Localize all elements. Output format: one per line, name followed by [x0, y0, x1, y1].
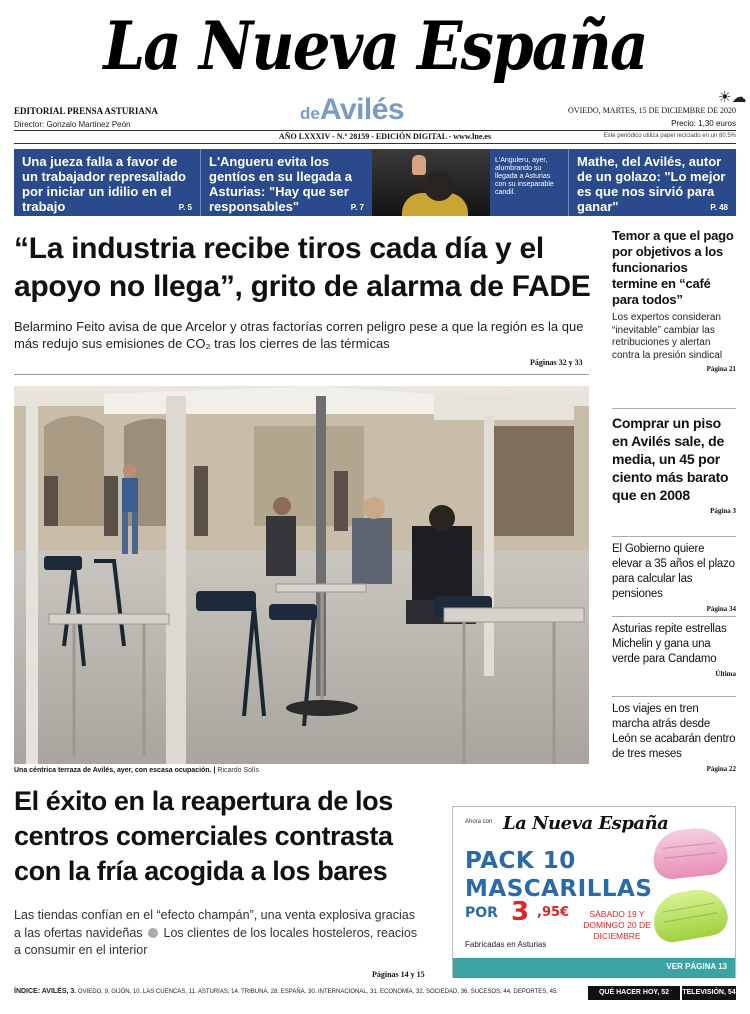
sidebar-headline: El Gobierno quiere elevar a 35 años el plazo para calcular las pensiones [612, 543, 735, 600]
teaser-anguleru[interactable] [200, 149, 372, 216]
anguleru-caption: L'Anguleru, ayer, alumbrando su llegada a Asturias con su inseparable candil. [490, 149, 568, 216]
second-pages: Páginas 14 y 15 [372, 970, 425, 979]
sidebar-headline: Los viajes en tren marcha atrás desde León se acabarán dentro de tres meses [612, 703, 736, 760]
teaser-headline: Mathe, del Avilés, autor de un golazo: "Lo mejor es que nos sirvió para ganar" [577, 154, 726, 214]
price: Precio: 1,30 euros [671, 119, 736, 128]
sidebar-item-funcionarios[interactable] [612, 228, 736, 373]
ad-pack-line2: MASCARILLAS [465, 876, 653, 902]
lead-deck: Belarmino Feito avisa de que Arcelor y otras factorías corren peligro pese a que la región es la que más redujo sus emisiones de CO₂ tras los cierres de las térmicas [14, 319, 584, 351]
divider [14, 143, 736, 144]
index-label: ÍNDICE: AVILÉS, 3. [14, 988, 77, 995]
sidebar-item-michelin[interactable] [612, 622, 736, 678]
ad-now-with: Ahora con [465, 819, 493, 825]
ad-price-dec: ,95€ [537, 905, 570, 920]
green-mask-icon [649, 885, 730, 945]
recycled-paper-note: Este periódico utiliza papel reciclado en un 80,5% [603, 133, 736, 139]
photo-caption: Una céntrica terraza de Avilés, ayer, con escasa ocupación. | Ricardo Solís [14, 767, 260, 774]
lead-headline[interactable]: “La industria recibe tiros cada día y el apoyo no llega”, grito de alarma de FADE [14, 232, 591, 303]
edition-subtitle [300, 94, 404, 131]
teaser-mathe[interactable] [568, 149, 736, 216]
raised-hand [412, 155, 426, 175]
sidebar-headline: Comprar un piso en Avilés sale, de media, un 45 por ciento más barato que en 2008 [612, 415, 729, 503]
teaser-page: P. 48 [710, 203, 728, 212]
ad-brand: La Nueva España [503, 813, 669, 834]
anguleru-photo [372, 149, 490, 216]
sidebar-item-tren[interactable] [612, 702, 736, 773]
figure-head [424, 171, 454, 201]
sidebar-item-pensiones[interactable] [612, 542, 736, 613]
sidebar-page: Página 3 [710, 507, 736, 515]
sidebar-page: Página 22 [706, 765, 736, 773]
teaser-page: P. 5 [178, 203, 192, 212]
divider [612, 408, 736, 409]
terrace-photo-illustration [14, 386, 589, 764]
subtitle-de: de [300, 104, 320, 123]
sidebar-page: Página 21 [706, 365, 736, 373]
index-text: OVIEDO, 9. GIJÓN, 10. LAS CUENCAS, 11. ASTURIAS, 14. TRIBUNA, 28. ESPAÑA, 30. INTERNACIONAL, 31. ECONOMÍA, 32. SOCIEDAD, 36. SUCESOS, 44. DEPORTES, 45. [77, 989, 558, 995]
divider [612, 696, 736, 697]
ad-see-page: VER PÁGINA 13 [666, 962, 727, 971]
ad-por: POR [465, 905, 498, 921]
publisher: EDITORIAL PRENSA ASTURIANA [14, 106, 158, 116]
footer [14, 986, 736, 1000]
caption-text: Una céntrica terraza de Avilés, ayer, con escasa ocupación. [14, 767, 212, 774]
ad-made-in: Fabricadas en Asturias [465, 940, 547, 949]
photo-credit: Ricardo Solís [217, 767, 260, 774]
director: Director: Gonzalo Martínez Peón [14, 120, 131, 129]
divider [14, 374, 589, 375]
second-deck [14, 907, 424, 960]
dateline: OVIEDO, MARTES, 15 DE DICIEMBRE DE 2020 [568, 106, 736, 115]
index-line [14, 988, 558, 995]
subtitle-city: Avilés [319, 93, 405, 126]
sidebar-headline: Temor a que el pago por objetivos a los funcionarios termine en “café para todos” [612, 228, 734, 307]
ad-footer-bar [453, 958, 735, 978]
teaser-page: P. 7 [350, 203, 364, 212]
teaser-headline: L'Angueru evita los gentíos en su llegada a Asturias: "Hay que ser responsables" [209, 154, 353, 214]
sun-cloud-icon: ☀☁ [718, 89, 747, 106]
second-headline[interactable]: El éxito en la reapertura de los centros comerciales contrasta con la fría acogida a los bares [14, 786, 393, 886]
divider [612, 536, 736, 537]
sidebar-page: Última [715, 670, 736, 678]
second-deck-b: Los clientes de los locales hosteleros, reacios a consumir en el interior [14, 925, 418, 957]
teaser-headline: Una jueza falla a favor de un trabajador represaliado por iniciar un idilio en el trabajo [22, 154, 186, 214]
sidebar-item-piso[interactable] [612, 414, 736, 515]
sidebar-page: Página 34 [706, 605, 736, 613]
mask-pack-ad[interactable] [452, 806, 736, 978]
sidebar-headline: Asturias repite estrellas Michelin y gana una verde para Candamo [612, 623, 727, 665]
lead-pages: Páginas 32 y 33 [530, 358, 583, 367]
tv-box[interactable]: TELEVISIÓN, 54 [682, 986, 736, 1000]
bullet-dot-icon [148, 928, 158, 938]
teaser-jueza[interactable] [14, 149, 200, 216]
second-deck-a: Las tiendas confían en el “efecto champán”, una venta explosiva gracias a las ofertas navideñas [14, 908, 415, 940]
ad-pack-line1: PACK 10 [465, 848, 576, 874]
what-to-do-today-box[interactable]: QUÉ HACER HOY, 52 [588, 986, 680, 1000]
edition-line: AÑO LXXXIV - N.º 28159 - EDICIÓN DIGITAL - www.lne.es [278, 132, 492, 141]
masthead [0, 0, 750, 106]
divider [14, 130, 736, 131]
divider [612, 616, 736, 617]
sidebar-deck: Los expertos consideran “inevitable” cambiar las retribuciones y alertan contra la presión sindical [612, 312, 723, 361]
terrace-photo [14, 386, 589, 764]
ad-price-int: 3 [511, 897, 530, 927]
ad-pack-title [465, 847, 652, 903]
ad-dates: SÁBADO 19 Y DOMINGO 20 DE DICIEMBRE [583, 909, 651, 941]
newspaper-title: La Nueva España [103, 7, 647, 85]
